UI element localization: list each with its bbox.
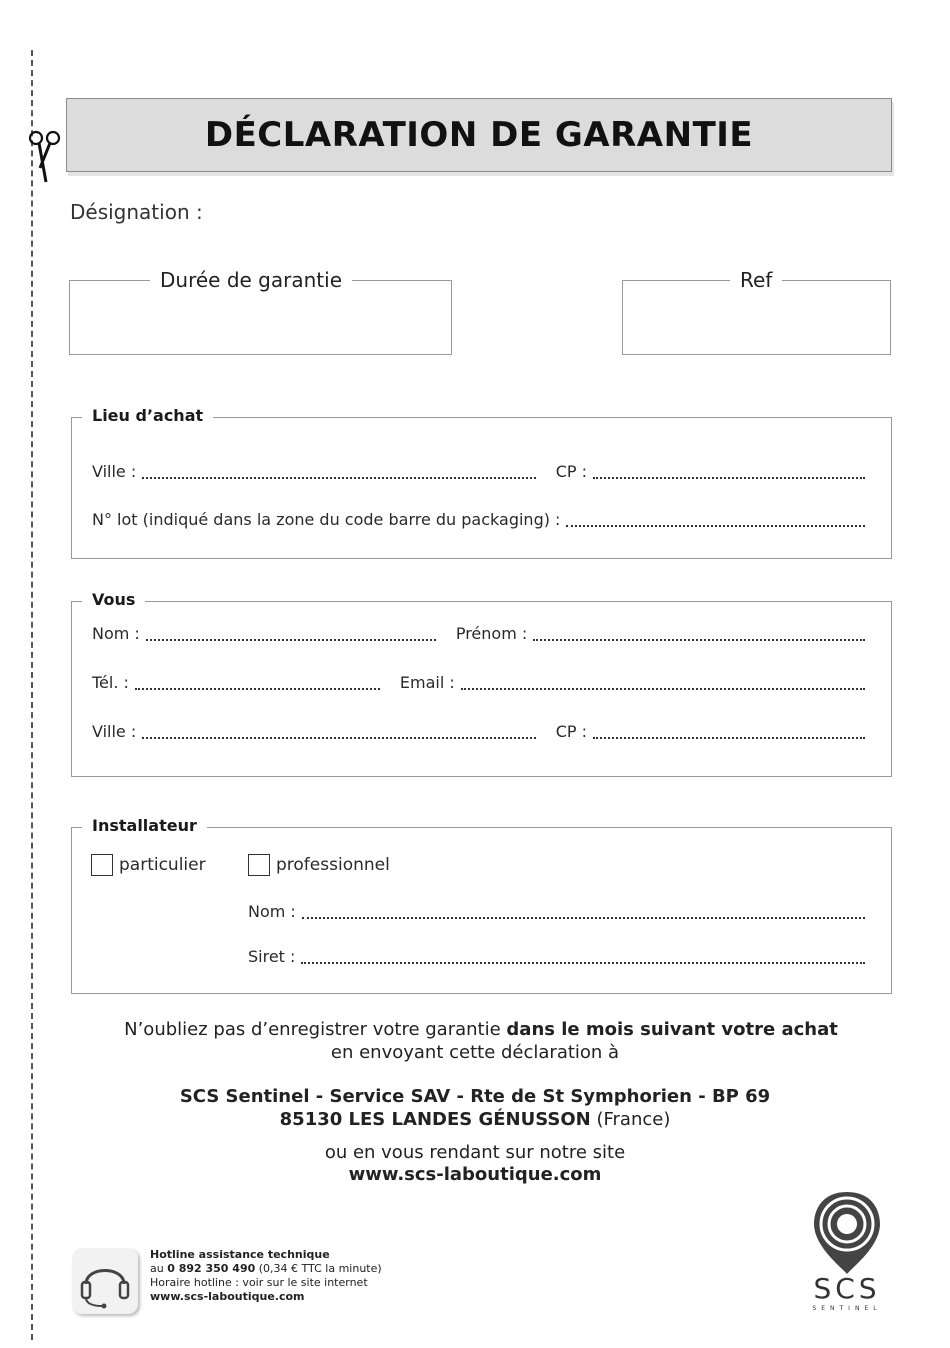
hotline-price: (0,34 € TTC la minute) xyxy=(255,1262,382,1275)
hotline-title: Hotline assistance technique xyxy=(150,1248,330,1261)
professionnel-checkbox[interactable] xyxy=(248,854,270,876)
ref-box[interactable] xyxy=(622,268,891,355)
siret-row xyxy=(248,947,865,967)
headset-icon xyxy=(72,1248,138,1314)
lieu-achat-section xyxy=(71,406,892,559)
installateur-nom-field[interactable] xyxy=(302,915,865,919)
address-line2 xyxy=(0,1108,950,1131)
vous-nom-label: Nom : xyxy=(92,624,140,643)
reminder-bold: dans le mois suivant votre achat xyxy=(506,1019,838,1040)
tel-field[interactable] xyxy=(135,686,380,690)
lieu-ville-cp-row xyxy=(92,462,865,482)
hotline-url[interactable]: www.scs-laboutique.com xyxy=(150,1290,305,1303)
lieu-ville-field[interactable] xyxy=(142,475,535,479)
designation-label: Désignation : xyxy=(70,200,203,224)
title-banner xyxy=(66,98,892,172)
particulier-option[interactable] xyxy=(91,854,206,876)
prenom-field[interactable] xyxy=(533,637,865,641)
hotline-prefix: au xyxy=(150,1262,168,1275)
email-label: Email : xyxy=(399,673,455,692)
page-title: DÉCLARATION DE GARANTIE xyxy=(204,115,754,155)
lot-field[interactable] xyxy=(566,523,865,527)
address-line1: SCS Sentinel - Service SAV - Rte de St Symphorien - BP 69 xyxy=(179,1086,771,1107)
hotline-text xyxy=(150,1248,382,1304)
lieu-achat-legend: Lieu d’achat xyxy=(82,404,213,428)
vous-tel-row xyxy=(92,673,865,693)
logo-brand: SCS xyxy=(813,1272,881,1305)
scissors-icon xyxy=(26,128,62,184)
scs-logo-icon xyxy=(800,1188,894,1313)
vous-cp-field[interactable] xyxy=(593,735,865,739)
vous-cp-label: CP : xyxy=(555,722,587,741)
particulier-label: particulier xyxy=(119,855,206,875)
reminder-line2: en envoyant cette déclaration à xyxy=(330,1042,620,1063)
address-country: (France) xyxy=(590,1109,671,1130)
prenom-label: Prénom : xyxy=(455,624,528,643)
tel-label: Tél. : xyxy=(92,673,129,692)
vous-ville-field[interactable] xyxy=(142,735,535,739)
professionnel-label: professionnel xyxy=(276,855,390,875)
vous-legend: Vous xyxy=(82,588,145,612)
installateur-nom-row xyxy=(248,902,865,922)
website-link[interactable]: www.scs-laboutique.com xyxy=(348,1164,602,1185)
duree-garantie-box[interactable] xyxy=(69,268,452,355)
ref-label: Ref xyxy=(730,267,782,293)
hotline-phone-line xyxy=(150,1262,382,1276)
lieu-cp-field[interactable] xyxy=(593,475,865,479)
address-city: 85130 LES LANDES GÉNUSSON xyxy=(279,1109,591,1130)
email-field[interactable] xyxy=(461,686,865,690)
installateur-nom-label: Nom : xyxy=(248,902,296,921)
hotline-block xyxy=(72,1248,382,1314)
reminder-text: N’oubliez pas d’enregistrer votre garantie xyxy=(124,1019,507,1040)
vous-nom-row xyxy=(92,624,865,644)
vous-section xyxy=(71,590,892,777)
vous-ville-row xyxy=(92,722,865,742)
hotline-hours: Horaire hotline : voir sur le site internet xyxy=(150,1276,368,1289)
reminder-line1 xyxy=(6,1018,950,1041)
lieu-ville-label: Ville : xyxy=(92,462,137,481)
logo-sub: SENTINEL xyxy=(812,1305,882,1312)
lot-label: N° lot (indiqué dans la zone du code barre du packaging) : xyxy=(92,510,561,529)
installateur-legend: Installateur xyxy=(82,814,207,838)
siret-label: Siret : xyxy=(248,947,296,966)
siret-field[interactable] xyxy=(301,960,865,964)
installateur-section xyxy=(71,816,892,994)
hotline-phone: 0 892 350 490 xyxy=(167,1262,256,1275)
particulier-checkbox[interactable] xyxy=(91,854,113,876)
vous-ville-label: Ville : xyxy=(92,722,137,741)
lieu-cp-label: CP : xyxy=(555,462,587,481)
lieu-lot-row xyxy=(92,510,865,530)
professionnel-option[interactable] xyxy=(248,854,390,876)
website-intro: ou en vous rendant sur notre site xyxy=(324,1142,626,1163)
vous-nom-field[interactable] xyxy=(146,637,436,641)
duree-garantie-label: Durée de garantie xyxy=(150,267,352,293)
